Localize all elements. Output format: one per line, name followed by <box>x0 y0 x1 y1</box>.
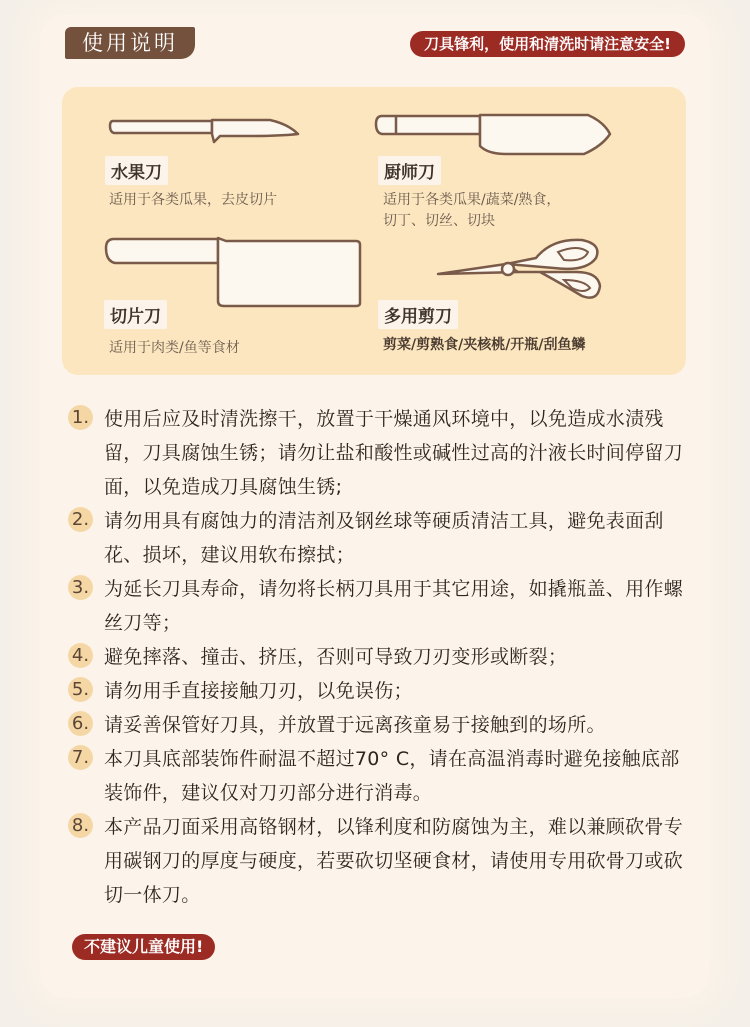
fruit-knife-icon <box>110 116 300 146</box>
chef-knife-desc-line: 切丁、切丝、切块 <box>383 213 495 229</box>
safety-warning-badge: 刀具锋利，使用和清洗时请注意安全! <box>410 31 685 57</box>
fruit-knife-label: 水果刀 <box>105 156 168 185</box>
list-item <box>68 504 698 572</box>
chef-knife-desc-line: 适用于各类瓜果/蔬菜/熟食， <box>383 192 561 208</box>
chef-knife-desc <box>383 190 560 232</box>
list-item <box>68 402 698 504</box>
scissors-icon <box>436 236 604 304</box>
fruit-knife-desc: 适用于各类瓜果，去皮切片 <box>109 192 277 208</box>
slicing-knife-label: 切片刀 <box>104 300 167 329</box>
item-number: 6. <box>68 711 93 736</box>
item-text: 请勿用手直接接触刀刃，以免误伤； <box>104 680 413 702</box>
item-text: 本产品刀面采用高铬钢材，以锋利度和防腐蚀为主，难以兼顾砍骨专用碳钢刀的厚度与硬度，若要砍切坚硬食材，请使用专用砍骨刀或砍切一体刀。 <box>104 816 684 906</box>
slicing-knife-icon <box>106 235 362 309</box>
chef-knife-label: 厨师刀 <box>378 156 441 185</box>
section-title: 使用说明 <box>65 27 195 59</box>
list-item <box>68 640 698 674</box>
scissors-label: 多用剪刀 <box>378 300 458 329</box>
item-text: 请妥善保管好刀具，并放置于远离孩童易于接触到的场所。 <box>104 714 606 736</box>
item-number: 1. <box>68 405 93 430</box>
item-text: 避免摔落、撞击、挤压，否则可导致刀刃变形或断裂； <box>104 646 568 668</box>
item-number: 5. <box>68 677 93 702</box>
item-text: 为延长刀具寿命，请勿将长柄刀具用于其它用途，如撬瓶盖、用作螺丝刀等； <box>104 578 684 634</box>
item-number: 3. <box>68 575 93 600</box>
scissors-desc: 剪菜/剪熟食/夹核桃/开瓶/刮鱼鳞 <box>383 337 586 353</box>
list-item <box>68 742 698 810</box>
item-text: 使用后应及时清洗擦干，放置于干燥通风环境中，以免造成水渍残留，刀具腐蚀生锈；请勿让盐和酸性或碱性过高的汁液长时间停留刀面，以免造成刀具腐蚀生锈; <box>104 408 684 498</box>
slicing-knife-desc: 适用于肉类/鱼等食材 <box>109 340 240 356</box>
list-item <box>68 708 698 742</box>
item-number: 7. <box>68 745 93 770</box>
chef-knife-icon <box>376 112 612 158</box>
item-text: 请勿用具有腐蚀力的清洁剂及钢丝球等硬质清洁工具，避免表面刮花、损坏，建议用软布擦拭； <box>104 510 664 566</box>
list-item <box>68 572 698 640</box>
item-number: 8. <box>68 813 93 838</box>
list-item <box>68 810 698 912</box>
item-number: 4. <box>68 643 93 668</box>
instruction-list <box>68 402 698 912</box>
item-number: 2. <box>68 507 93 532</box>
item-text: 本刀具底部装饰件耐温不超过70° C，请在高温消毒时避免接触底部装饰件，建议仅对刀刃部分进行消毒。 <box>104 748 680 804</box>
child-warning-badge: 不建议儿童使用! <box>72 934 215 960</box>
list-item <box>68 674 698 708</box>
